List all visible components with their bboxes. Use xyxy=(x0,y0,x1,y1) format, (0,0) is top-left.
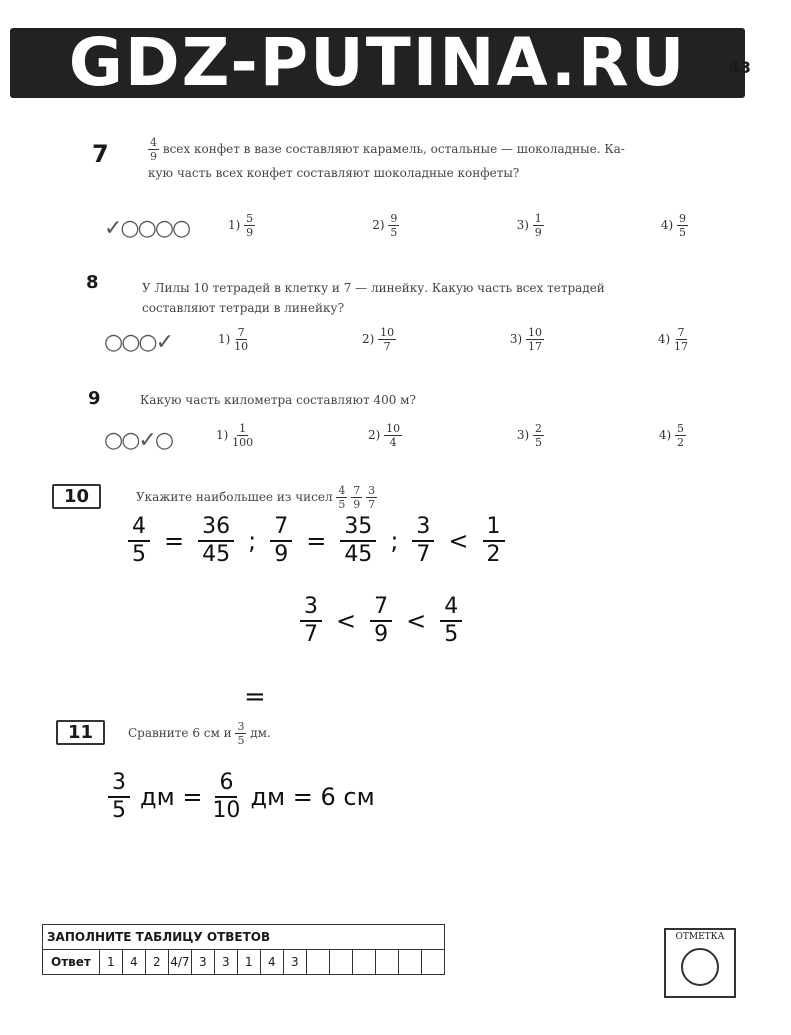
answer-cell: 4 xyxy=(122,950,145,975)
question-7-text: $\frac{4}{9}$ всех конфет в вазе составляют карамель, остальные — шоколадные. Ка- кую часть всех конфет составляют шоколадные конфеты? xyxy=(148,136,625,180)
answer-table xyxy=(42,924,445,975)
question-9-option-4-fraction: $\frac{5}{2}$ xyxy=(677,422,684,449)
question-8-option-1: 1) $\frac{7}{10}$ xyxy=(218,326,249,353)
question-8-option-4: 4) $\frac{7}{17}$ xyxy=(657,326,688,353)
answer-cell: 1 xyxy=(237,950,260,975)
question-11-work-operator: дм = 6 см xyxy=(250,783,375,811)
question-10-fraction-3: $\frac{3}{7}$ xyxy=(368,484,376,511)
question-8-answer-marks: ○○○✓ xyxy=(104,330,173,355)
question-9-option-3-fraction: $\frac{2}{5}$ xyxy=(535,422,543,449)
watermark-banner: GDZ-PUTINA.RU xyxy=(10,28,745,98)
question-10-work-2-fraction: 7 9 xyxy=(370,594,392,648)
question-8-text: У Лилы 10 тетрадей в клетку и 7 — линейку. Какую часть всех тетрадей составляют тетради в линейку? xyxy=(142,281,605,315)
question-7-option-3-fraction: $\frac{1}{9}$ xyxy=(534,212,542,239)
question-9-option-1-fraction: $\frac{1}{100}$ xyxy=(232,422,254,449)
question-9-options xyxy=(216,422,686,449)
answer-cell-empty xyxy=(329,950,352,975)
question-7-option-4: 4) $\frac{9}{5}$ xyxy=(660,212,686,239)
question-10-work-1-fraction: $\frac{35}{45}$ xyxy=(340,514,376,568)
question-10-work-1-operator: ; xyxy=(248,527,257,555)
answer-cell: 4 xyxy=(260,950,283,975)
answer-cell: 3 xyxy=(191,950,214,975)
question-10-work-1-operator: < xyxy=(448,527,469,555)
question-9-option-3: 3) $\frac{2}{5}$ xyxy=(516,422,543,449)
answer-cell: 1 xyxy=(99,950,122,975)
question-10-work-2-fraction: 4 5 xyxy=(440,594,462,648)
question-9-text: Какую часть километра составляют 400 м? xyxy=(140,393,416,407)
answer-cell-empty xyxy=(398,950,421,975)
question-10-work-line-1 xyxy=(128,514,505,568)
question-7-options xyxy=(228,212,688,239)
question-7-option-2: 2) $\frac{9}{5}$ xyxy=(372,212,398,239)
question-9-option-1: 1) $\frac{1}{100}$ xyxy=(216,422,254,449)
question-10-work-1-fraction: 3 7 xyxy=(412,514,434,568)
question-10-work-1-fraction: $\frac{4}{5}$ xyxy=(128,514,150,568)
question-11-work-operator: дм = xyxy=(140,783,203,811)
question-7-number: 7 xyxy=(92,140,109,168)
question-7-option-3: 3) $\frac{1}{9}$ xyxy=(516,212,542,239)
question-10-work-1-fraction: $\frac{36}{45}$ xyxy=(198,514,234,568)
question-10-work-1-fraction: 1 2 xyxy=(483,514,505,568)
question-7-option-1: 1) $\frac{5}{9}$ xyxy=(228,212,254,239)
question-9-option-2-fraction: $\frac{10}{4}$ xyxy=(386,422,401,449)
question-8-option-2-fraction: $\frac{10}{7}$ xyxy=(380,326,395,353)
mark-circle xyxy=(681,948,719,986)
answer-cell: 2 xyxy=(145,950,168,975)
question-10-text: Укажите наибольшее из чисел $\frac{4}{5}$ $\frac{7}{9}$ $\frac{3}{7}$ xyxy=(136,484,376,511)
question-11-number: 11 xyxy=(56,720,105,745)
answer-row-label: Ответ xyxy=(43,950,100,975)
question-8-option-3: 3) $\frac{10}{17}$ xyxy=(509,326,543,353)
question-8-number: 8 xyxy=(86,272,99,293)
question-11-fraction: $\frac{3}{5}$ xyxy=(237,720,245,747)
question-11-work-fraction: $\frac{6}{10}$ xyxy=(212,770,241,823)
question-8-option-2: 2) $\frac{10}{7}$ xyxy=(361,326,395,353)
question-8-option-3-fraction: $\frac{10}{17}$ xyxy=(528,326,543,353)
question-10-work-2-fraction: 3 7 xyxy=(300,594,322,648)
answer-cell-empty xyxy=(352,950,375,975)
question-8-option-1-fraction: $\frac{7}{10}$ xyxy=(234,326,249,353)
question-8-options xyxy=(218,326,688,353)
mark-label: ОТМЕТКА xyxy=(675,932,725,942)
answer-cell: 4/7 xyxy=(168,950,191,975)
question-7-option-2-fraction: $\frac{9}{5}$ xyxy=(390,212,398,239)
answer-cell-empty xyxy=(421,950,444,975)
question-11-comparison-symbol: = xyxy=(244,682,266,712)
question-10-work-1-fraction: $\frac{7}{9}$ xyxy=(270,514,292,568)
question-10-fraction-1: $\frac{4}{5}$ xyxy=(338,484,346,511)
question-10-work-2-operator: < xyxy=(406,607,427,635)
question-7-answer-marks: ✓○○○○ xyxy=(104,216,190,241)
page-number: 43 xyxy=(728,58,751,77)
answer-cell-empty xyxy=(375,950,398,975)
answer-cell: 3 xyxy=(214,950,237,975)
answer-table-title: ЗАПОЛНИТЕ ТАБЛИЦУ ОТВЕТОВ xyxy=(43,925,445,950)
question-7-option-1-fraction: $\frac{5}{9}$ xyxy=(246,212,254,239)
question-7-option-4-fraction: $\frac{9}{5}$ xyxy=(678,212,686,239)
mark-box xyxy=(664,928,736,998)
question-11-work xyxy=(108,770,375,824)
question-10-work-line-2 xyxy=(300,594,462,648)
question-9-option-2: 2) $\frac{10}{4}$ xyxy=(367,422,401,449)
question-11-text: Сравните 6 см и $\frac{3}{5}$ дм. xyxy=(128,720,271,747)
question-10-work-1-operator: = xyxy=(306,527,327,555)
question-7-fraction: $\frac{4}{9}$ xyxy=(150,136,157,163)
question-10-work-1-operator: = xyxy=(164,527,185,555)
question-11-work-fraction: 3 5 xyxy=(108,770,130,824)
question-9-answer-marks: ○○✓○ xyxy=(104,428,173,453)
question-10-number: 10 xyxy=(52,484,101,509)
answer-cell-empty xyxy=(306,950,329,975)
question-10-work-2-operator: < xyxy=(336,607,357,635)
answer-cell: 3 xyxy=(283,950,306,975)
question-9-number: 9 xyxy=(88,388,101,409)
question-8-option-4-fraction: $\frac{7}{17}$ xyxy=(674,326,688,353)
question-10-fraction-2: $\frac{7}{9}$ xyxy=(353,484,361,511)
question-10-work-1-operator: ; xyxy=(390,527,399,555)
question-9-option-4: 4) $\frac{5}{2}$ xyxy=(658,422,684,449)
